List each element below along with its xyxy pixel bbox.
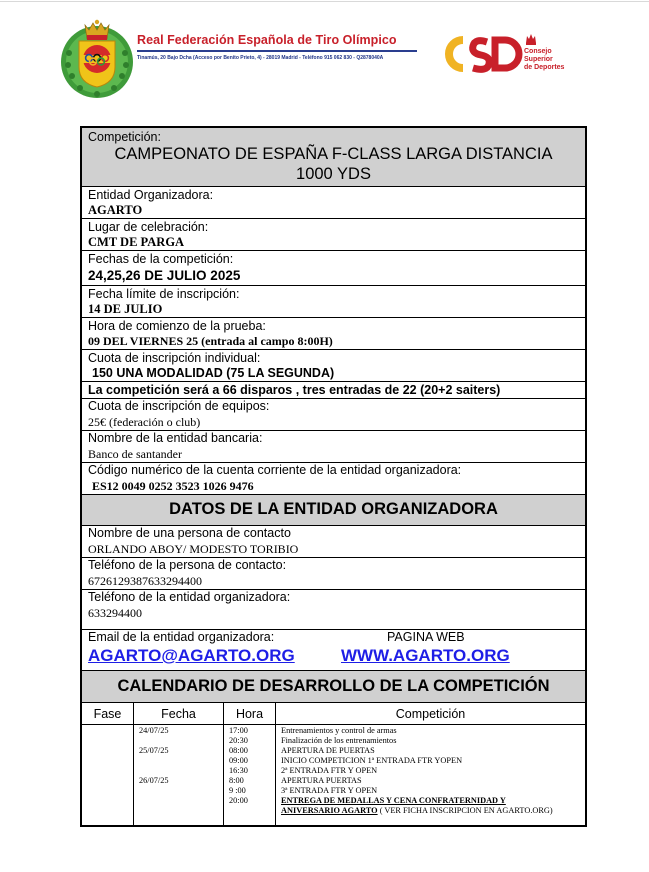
entidad-row xyxy=(82,187,585,219)
contacto-value: ORLANDO ABOY/ MODESTO TORIBIO xyxy=(88,542,299,556)
federation-name: Real Federación Española de Tiro Olímpico xyxy=(137,33,397,47)
contacto-row xyxy=(82,526,585,558)
cuota-equipos-row xyxy=(82,399,585,431)
lugar-label: Lugar de celebración: xyxy=(88,220,209,234)
federation-name-underline xyxy=(137,50,417,52)
hora-label: Hora de comienzo de la prueba: xyxy=(88,319,266,333)
tel-contacto-row xyxy=(82,558,585,590)
lugar-row xyxy=(82,219,585,251)
competicion-title-line2: 1000 YDS xyxy=(296,165,371,183)
calendario-body xyxy=(82,725,585,825)
evento-7: 3ª ENTRADA FTR Y OPEN xyxy=(281,786,378,795)
hora-3: 08:00 xyxy=(229,746,248,755)
col-fase-header: Fase xyxy=(82,703,134,724)
evento-4: INICIO COMPETICION 1ª ENTRADA FTR YOPEN xyxy=(281,756,463,765)
datos-section-title: DATOS DE LA ENTIDAD ORGANIZADORA xyxy=(169,500,498,518)
tel-contacto-label: Teléfono de la persona de contacto: xyxy=(88,558,287,572)
disparos-row xyxy=(82,382,585,399)
email-label: Email de la entidad organizadora: xyxy=(88,630,275,644)
crown-icon xyxy=(524,32,538,46)
hora-value: 09 DEL VIERNES 25 (entrada al campo 8:00H) xyxy=(88,334,333,348)
evento-9-note: ( VER FICHA INSCRIPCION EN AGARTO.ORG) xyxy=(379,806,553,815)
evento-6: APERTURA PUERTAS xyxy=(281,776,362,785)
disparos-note: La competición será a 66 disparos , tres entradas de 22 (20+2 saiters) xyxy=(88,383,501,397)
competicion-label: Competición: xyxy=(88,130,161,144)
entidad-label: Entidad Organizadora: xyxy=(88,188,214,202)
hora-7: 9 :00 xyxy=(229,786,246,795)
email-web-row xyxy=(82,630,585,671)
banco-row xyxy=(82,431,585,463)
fecha-3: 26/07/25 xyxy=(139,776,169,785)
banco-value: Banco de santander xyxy=(88,447,182,461)
rfeto-logo xyxy=(58,13,136,99)
limite-label: Fecha límite de inscripción: xyxy=(88,287,240,301)
tel-entidad-row xyxy=(82,590,585,630)
lugar-value: CMT DE PARGA xyxy=(88,235,185,249)
cuenta-label: Código numérico de la cuenta corriente de la entidad organizadora: xyxy=(88,463,462,477)
evento-9 xyxy=(281,806,553,816)
cuota-individual-value: 150 UNA MODALIDAD (75 LA SEGUNDA) xyxy=(92,366,335,380)
calendario-section-title: CALENDARIO DE DESARROLLO DE LA COMPETICIÓN xyxy=(117,677,550,695)
csd-line-2: Superior xyxy=(524,56,553,63)
competicion-column xyxy=(276,725,585,825)
evento-9-emphasis: ANIVERSARIO AGARTO xyxy=(281,806,378,815)
col-competicion-header: Competición xyxy=(395,707,466,721)
competition-form xyxy=(80,126,587,827)
banco-label: Nombre de la entidad bancaria: xyxy=(88,431,263,445)
evento-5: 2ª ENTRADA FTR Y OPEN xyxy=(281,766,378,775)
limite-value: 14 DE JULIO xyxy=(88,302,163,316)
evento-3: APERTURA DE PUERTAS xyxy=(281,746,375,755)
cuota-individual-row xyxy=(82,350,585,382)
fecha-1: 24/07/25 xyxy=(139,726,169,735)
hora-4: 09:00 xyxy=(229,756,248,765)
hora-2: 20:30 xyxy=(229,736,248,745)
calendario-section-header xyxy=(82,671,585,703)
datos-section-header xyxy=(82,495,585,526)
col-fecha-header: Fecha xyxy=(134,703,224,724)
tel-entidad-label: Teléfono de la entidad organizadora: xyxy=(88,590,291,604)
csd-line-3: de Deportes xyxy=(524,64,565,71)
csd-line-1: Consejo xyxy=(524,48,552,55)
hora-column xyxy=(224,725,276,825)
fechas-value: 24,25,26 DE JULIO 2025 xyxy=(88,268,241,283)
contacto-label: Nombre de una persona de contacto xyxy=(88,526,291,540)
fase-column xyxy=(82,725,134,825)
fechas-label: Fechas de la competición: xyxy=(88,252,234,266)
competicion-title-line1: CAMPEONATO DE ESPAÑA F-CLASS LARGA DISTANCIA xyxy=(114,145,553,163)
calendario-header-row xyxy=(82,703,585,725)
fecha-2: 25/07/25 xyxy=(139,746,169,755)
cuenta-row xyxy=(82,463,585,495)
evento-1: Entrenamientos y control de armas xyxy=(281,726,397,735)
cuota-individual-label: Cuota de inscripción individual: xyxy=(88,351,261,365)
top-border-line xyxy=(0,1,649,2)
email-link[interactable]: AGARTO@AGARTO.ORG xyxy=(88,646,295,665)
cuota-equipos-value: 25€ (federación o club) xyxy=(88,415,201,429)
limite-row xyxy=(82,286,585,318)
hora-row xyxy=(82,318,585,350)
federation-address: Tinamús, 20 Bajo Dcha (Acceso por Benito Prieto, 4) - 28019 Madrid - Teléfono 915 062 830 - Q2878040A xyxy=(137,55,384,61)
hora-5: 16:30 xyxy=(229,766,248,775)
web-label: PAGINA WEB xyxy=(387,630,465,644)
competicion-row xyxy=(82,128,585,187)
evento-2: Finalización de los entrenamientos xyxy=(281,736,397,745)
tel-contacto-value: 6726129387633294400 xyxy=(88,574,202,588)
hora-8: 20:00 xyxy=(229,796,248,805)
cuota-equipos-label: Cuota de inscripción de equipos: xyxy=(88,399,270,413)
cuenta-value: ES12 0049 0252 3523 1026 9476 xyxy=(92,479,254,493)
hora-1: 17:00 xyxy=(229,726,248,735)
web-link[interactable]: WWW.AGARTO.ORG xyxy=(341,646,510,665)
fechas-row xyxy=(82,251,585,286)
evento-8: ENTREGA DE MEDALLAS Y CENA CONFRATERNIDAD Y xyxy=(281,796,506,805)
fecha-column xyxy=(134,725,224,825)
hora-6: 8:00 xyxy=(229,776,244,785)
col-hora-header: Hora xyxy=(224,703,276,724)
tel-entidad-value: 633294400 xyxy=(88,606,142,620)
csd-name xyxy=(524,48,564,72)
csd-logo xyxy=(443,34,525,74)
entidad-value: AGARTO xyxy=(88,203,143,217)
